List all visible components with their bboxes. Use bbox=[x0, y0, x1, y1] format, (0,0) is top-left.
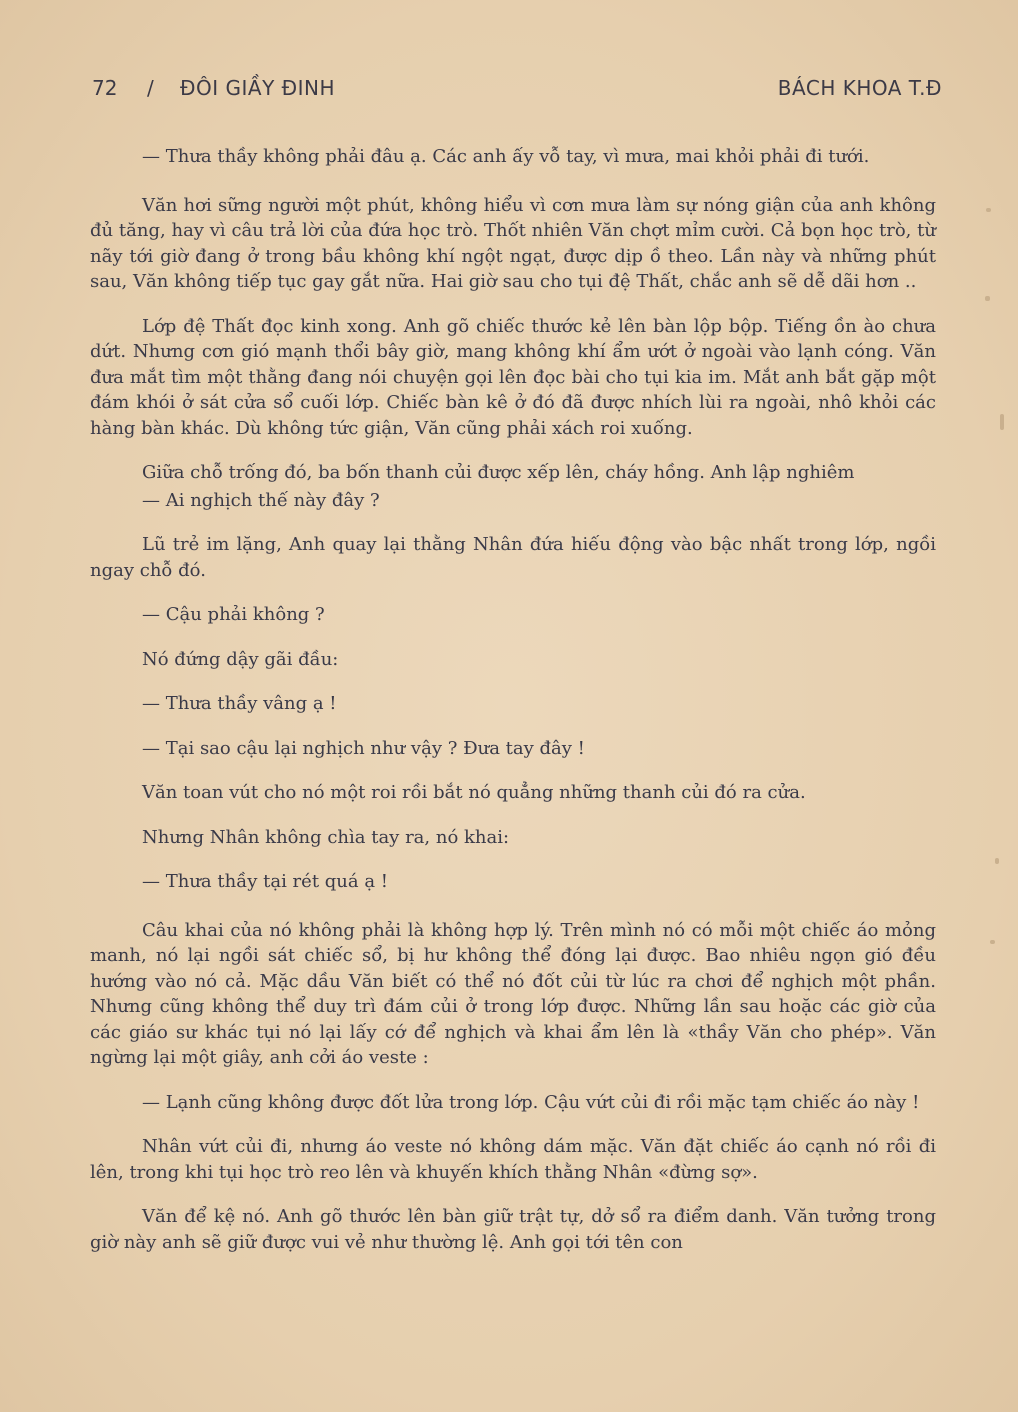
page-number: 72 bbox=[92, 76, 118, 100]
page-speck bbox=[985, 296, 990, 301]
header-separator: / bbox=[147, 76, 154, 100]
paragraph: Văn hơi sững người một phút, không hiểu vì cơn mưa làm sự nóng giận của anh không đủ tăng, hay vì câu trả lời của đứa học trò. Thốt nhiên Văn chợt mỉm cười. Cả bọn học trò, từ nãy tới giờ đang ở trong bầu không khí ngột ngạt, được dịp ồ theo. Lần này và những phút sau, Văn không tiếp tục gay gắt nữa. Hai giờ sau cho tụi đệ Thất, chắc anh sẽ dễ dãi hơn .. bbox=[90, 194, 936, 292]
paragraph: Nhân vứt củi đi, nhưng áo veste nó không dám mặc. Văn đặt chiếc áo cạnh nó rồi đi lên, trong khi tụi học trò reo lên và khuyến khích thằng Nhân «đừng sợ». bbox=[90, 1136, 936, 1183]
dialogue-line: — Ai nghịch thế này đây ? bbox=[142, 489, 380, 511]
dialogue-line: — Lạnh cũng không được đốt lửa trong lớp. Cậu vứt củi đi rồi mặc tạm chiếc áo này ! bbox=[142, 1091, 920, 1113]
dialogue-line: — Cậu phải không ? bbox=[142, 604, 325, 625]
page-speck bbox=[995, 858, 999, 864]
story-title: ĐÔI GIẦY ĐINH bbox=[180, 76, 336, 100]
page-speck bbox=[990, 940, 995, 944]
magazine-name: BÁCH KHOA T.Đ bbox=[777, 76, 942, 100]
paragraph: Nhưng Nhân không chìa tay ra, nó khai: bbox=[142, 826, 510, 848]
paragraph: Văn để kệ nó. Anh gõ thước lên bàn giữ trật tự, dở sổ ra điểm danh. Văn tưởng trong giờ này anh sẽ giữ được vui vẻ như thường lệ. Anh gọi tới tên con bbox=[90, 1206, 936, 1253]
paragraph: Văn toan vút cho nó một roi rồi bắt nó quẳng những thanh củi đó ra cửa. bbox=[142, 782, 806, 803]
paragraph: Giữa chỗ trống đó, ba bốn thanh củi được xếp lên, cháy hồng. Anh lập nghiêm bbox=[142, 462, 855, 483]
running-header bbox=[92, 76, 942, 104]
dialogue-line: — Tại sao cậu lại nghịch như vậy ? Đưa tay đây ! bbox=[142, 737, 585, 759]
paragraph: Lũ trẻ im lặng, Anh quay lại thằng Nhân đứa hiếu động vào bậc nhất trong lớp, ngồi ngay chỗ đó. bbox=[90, 534, 936, 581]
paragraph: Nó đứng dậy gãi đầu: bbox=[142, 648, 339, 670]
paragraph: Lớp đệ Thất đọc kinh xong. Anh gõ chiếc thước kẻ lên bàn lộp bộp. Tiếng ồn ào chưa dứt. Nhưng cơn gió mạnh thổi bây giờ, mang không khí ẩm ướt ở ngoài vào lạnh cóng. Văn đưa mắt tìm một thằng đang nói chuyện gọi lên đọc bài cho tụi kia im. Mắt anh bắt gặp một đám khói ở sát cửa sổ cuối lớp. Chiếc bàn kê ở đó đã được nhích lùi ra ngoài, nhô khỏi các hàng bàn khác. Dù không tức giận, Văn cũng phải xách roi xuống. bbox=[90, 315, 936, 439]
paragraph: Câu khai của nó không phải là không hợp lý. Trên mình nó có mỗi một chiếc áo mỏng manh, nó lại ngồi sát chiếc sổ, bị hư không thể đóng lại được. Bao nhiêu ngọn gió đều hướng vào nó cả. Mặc dầu Văn biết có thể nó đốt củi từ lúc ra chơi để nghịch một phần. Nhưng cũng không thể duy trì đám củi ở trong lớp được. Những lần sau hoặc các giờ của các giáo sư khác tụi nó lại lấy cớ để nghịch và khai ẩm lên là «thầy Văn cho phép». Văn ngừng lại một giây, anh cởi áo veste : bbox=[90, 919, 936, 1068]
body-text bbox=[90, 144, 936, 1274]
paragraph: — Thưa thầy không phải đâu ạ. Các anh ấy vỗ tay, vì mưa, mai khỏi phải đi tưới. bbox=[142, 146, 870, 167]
page-speck bbox=[986, 208, 991, 212]
dialogue-line: — Thưa thầy tại rét quá ạ ! bbox=[142, 871, 389, 892]
page-speck bbox=[1000, 414, 1004, 430]
dialogue-line: — Thưa thầy vâng ạ ! bbox=[142, 693, 337, 714]
